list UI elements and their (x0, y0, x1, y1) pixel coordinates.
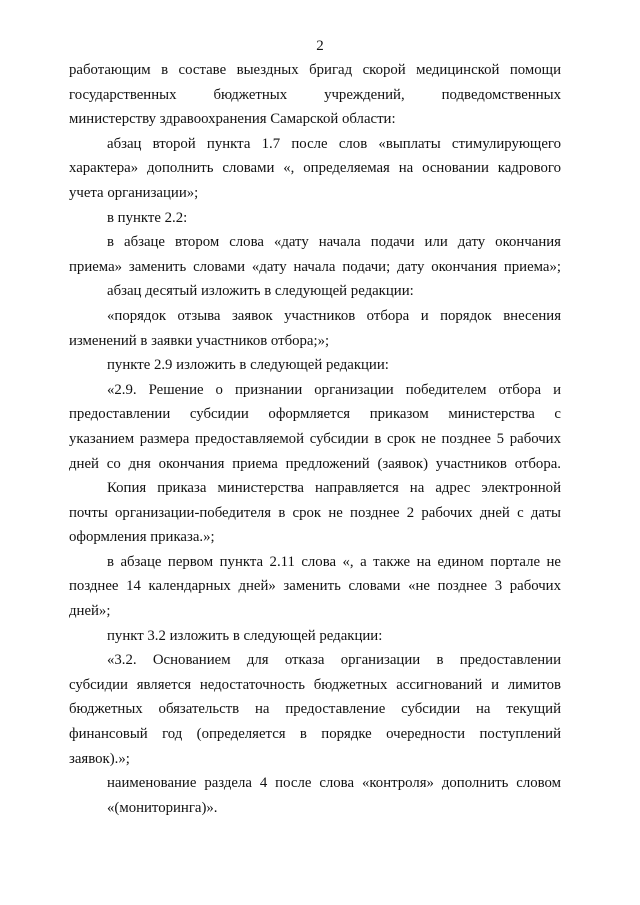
text-line: наименование раздела 4 после слова «контроля» дополнить словом (107, 775, 561, 792)
text-line: характера» дополнить словами «, определяемая на основании кадрового (69, 160, 561, 177)
text-line: заявок).»; (69, 750, 130, 767)
text-line: указанием размера предоставляемой субсидии в срок не позднее 5 рабочих (69, 430, 561, 447)
text-line: оформления приказа.»; (69, 529, 215, 546)
text-line: пункт 3.2 изложить в следующей редакции: (107, 627, 383, 644)
text-line: в абзаце первом пункта 2.11 слова «, а также на едином портале не (107, 553, 561, 570)
text-line: в абзаце втором слова «дату начала подачи или дату окончания (107, 234, 561, 251)
text-line: «3.2. Основанием для отказа организации в предоставлении (107, 652, 561, 669)
text-line: абзац десятый изложить в следующей редакции: (107, 283, 414, 300)
text-line: «(мониторинга)». (107, 799, 218, 816)
text-line: Копия приказа министерства направляется на адрес электронной (107, 480, 561, 497)
text-line: министерству здравоохранения Самарской области: (69, 111, 396, 128)
text-line: приема» заменить словами «дату начала подачи; дату окончания приема»; (69, 258, 561, 275)
page-number: 2 (316, 38, 324, 54)
text-line: абзац второй пункта 1.7 после слов «выплаты стимулирующего (107, 135, 561, 152)
text-line: государственных бюджетных учреждений, подведомственных (69, 86, 561, 103)
text-line: дней»; (69, 603, 111, 620)
text-line: финансовый год (определяется в порядке очередности поступлений (69, 726, 561, 743)
text-line: в пункте 2.2: (107, 209, 188, 226)
text-line: работающим в составе выездных бригад скорой медицинской помощи (69, 62, 561, 78)
text-line: изменений в заявки участников отбора;»; (69, 332, 330, 349)
text-line: субсидии является недостаточность бюджетных ассигнований и лимитов (69, 676, 561, 693)
text-line: почты организации-победителя в срок не позднее 2 рабочих дней с даты (69, 504, 561, 521)
text-line: позднее 14 календарных дней» заменить словами «не позднее 3 рабочих (69, 578, 561, 595)
text-line: учета организации»; (69, 184, 199, 201)
text-line: бюджетных обязательств на предоставление субсидии на текущий (69, 701, 561, 718)
text-line: «порядок отзыва заявок участников отбора и порядок внесения (107, 307, 561, 324)
text-line: «2.9. Решение о признании организации победителем отбора и (107, 381, 561, 398)
text-line: пункте 2.9 изложить в следующей редакции: (107, 357, 389, 374)
document-body (69, 58, 561, 820)
text-line: предоставлении субсидии оформляется приказом министерства с (69, 406, 561, 423)
text-line: дней со дня окончания приема предложений (заявок) участников отбора. (69, 455, 561, 472)
